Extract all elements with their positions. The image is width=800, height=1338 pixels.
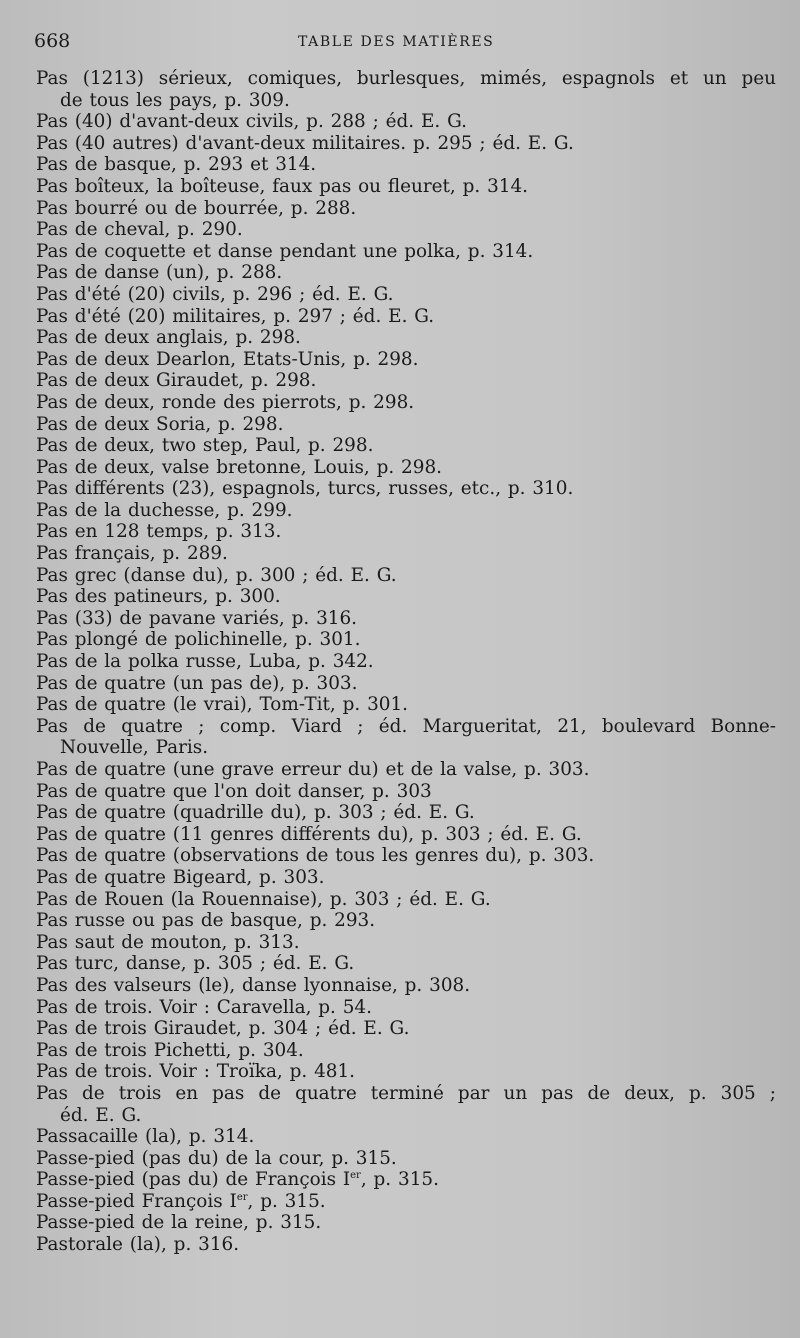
index-entry bbox=[36, 975, 776, 997]
entry-line: Pas de quatre (observations de tous les genres du), p. 303. bbox=[36, 845, 595, 867]
entry-line: Pas de quatre ; comp. Viard ; éd. Margueritat, 21, boulevard Bonne- bbox=[36, 715, 776, 737]
entry-continuation: éd. E. G. bbox=[60, 1104, 142, 1126]
index-entry bbox=[36, 845, 776, 867]
entry-line: Pas de danse (un), p. 288. bbox=[36, 262, 283, 284]
index-entry bbox=[36, 219, 776, 241]
entry-line: Passacaille (la), p. 314. bbox=[36, 1126, 255, 1148]
entry-line: Pas de quatre Bigeard, p. 303. bbox=[36, 866, 325, 888]
entry-line: Pas de trois Giraudet, p. 304 ; éd. E. G. bbox=[36, 1018, 410, 1040]
index-entry bbox=[36, 392, 776, 414]
entry-line: Pas différents (23), espagnols, turcs, russes, etc., p. 310. bbox=[36, 478, 574, 500]
index-entry bbox=[36, 910, 776, 932]
index-entry bbox=[36, 716, 776, 759]
index-entry bbox=[36, 1126, 776, 1148]
entry-line: Pas de deux, valse bretonne, Louis, p. 298. bbox=[36, 456, 442, 478]
index-entry bbox=[36, 1061, 776, 1083]
index-entry bbox=[36, 673, 776, 695]
entry-line: Pas de trois. Voir : Troïka, p. 481. bbox=[36, 1061, 356, 1083]
index-entry bbox=[36, 1040, 776, 1062]
entry-line: Pas de cheval, p. 290. bbox=[36, 219, 243, 241]
index-entry bbox=[36, 651, 776, 673]
index-entry bbox=[36, 1018, 776, 1040]
index-entry bbox=[36, 1148, 776, 1170]
index-entry bbox=[36, 781, 776, 803]
entry-line: Pas de quatre (un pas de), p. 303. bbox=[36, 672, 358, 694]
entry-line: Pas grec (danse du), p. 300 ; éd. E. G. bbox=[36, 564, 397, 586]
entry-line: Pas de quatre que l'on doit danser, p. 303 bbox=[36, 780, 432, 802]
entry-line: Pas (33) de pavane variés, p. 316. bbox=[36, 607, 358, 629]
entry-line: Passe-pied de la reine, p. 315. bbox=[36, 1212, 322, 1234]
index-entry bbox=[36, 824, 776, 846]
entry-line: Pas (40 autres) d'avant-deux militaires. p. 295 ; éd. E. G. bbox=[36, 132, 574, 154]
page-header bbox=[0, 30, 800, 56]
entry-continuation: Nouvelle, Paris. bbox=[60, 737, 209, 759]
index-entry bbox=[36, 414, 776, 436]
index-entry bbox=[36, 932, 776, 954]
index-entry bbox=[36, 867, 776, 889]
page-number: 668 bbox=[34, 30, 71, 52]
entry-line: Pas (1213) sérieux, comiques, burlesques, mimés, espagnols et un peu bbox=[36, 68, 776, 89]
entry-line: Passe-pied (pas du) de François Ier, p. 315. bbox=[36, 1169, 439, 1191]
index-entry bbox=[36, 133, 776, 155]
index-entry bbox=[36, 953, 776, 975]
index-entry bbox=[36, 198, 776, 220]
index-entry bbox=[36, 586, 776, 608]
index-entry bbox=[36, 68, 776, 111]
index-entry bbox=[36, 521, 776, 543]
index-entry bbox=[36, 997, 776, 1019]
entry-line: Pas de coquette et danse pendant une polka, p. 314. bbox=[36, 240, 534, 262]
index-entry bbox=[36, 349, 776, 371]
index-entry bbox=[36, 457, 776, 479]
index-entry bbox=[36, 241, 776, 263]
index-entry bbox=[36, 565, 776, 587]
entry-line: Pastorale (la), p. 316. bbox=[36, 1234, 240, 1256]
entry-line: Pas d'été (20) civils, p. 296 ; éd. E. G. bbox=[36, 283, 394, 305]
entry-line: Pas boîteux, la boîteuse, faux pas ou fleuret, p. 314. bbox=[36, 175, 529, 197]
index-entry bbox=[36, 111, 776, 133]
entry-line: Pas de deux anglais, p. 298. bbox=[36, 327, 301, 349]
entry-line: Pas de quatre (11 genres différents du), p. 303 ; éd. E. G. bbox=[36, 823, 582, 845]
entry-line: Pas bourré ou de bourrée, p. 288. bbox=[36, 197, 357, 219]
index-entry bbox=[36, 370, 776, 392]
entry-line: Pas en 128 temps, p. 313. bbox=[36, 521, 282, 543]
index-entry bbox=[36, 154, 776, 176]
entry-line: Pas de deux Giraudet, p. 298. bbox=[36, 370, 317, 392]
entry-line: Pas (40) d'avant-deux civils, p. 288 ; éd. E. G. bbox=[36, 111, 467, 133]
entry-line: Pas turc, danse, p. 305 ; éd. E. G. bbox=[36, 953, 355, 975]
index-entry bbox=[36, 1234, 776, 1256]
entry-line: Pas de la duchesse, p. 299. bbox=[36, 499, 293, 521]
index-entry bbox=[36, 889, 776, 911]
index-entry bbox=[36, 284, 776, 306]
entry-line: Pas de quatre (quadrille du), p. 303 ; éd. E. G. bbox=[36, 802, 475, 824]
entry-line: Passe-pied François Ier, p. 315. bbox=[36, 1190, 326, 1212]
index-entry bbox=[36, 1212, 776, 1234]
index-entry bbox=[36, 500, 776, 522]
entry-line: Pas de quatre (une grave erreur du) et de la valse, p. 303. bbox=[36, 759, 590, 780]
entry-line: Pas de deux Dearlon, Etats-Unis, p. 298. bbox=[36, 348, 419, 370]
index-entry bbox=[36, 1083, 776, 1126]
index-entry bbox=[36, 176, 776, 198]
entry-line: Pas des patineurs, p. 300. bbox=[36, 586, 281, 608]
entry-line: Pas saut de mouton, p. 313. bbox=[36, 931, 300, 953]
index-entry bbox=[36, 802, 776, 824]
entry-line: Pas de deux Soria, p. 298. bbox=[36, 413, 284, 435]
entry-line: Pas de deux, ronde des pierrots, p. 298. bbox=[36, 391, 415, 413]
index-entry bbox=[36, 327, 776, 349]
entry-line: Pas de trois. Voir : Caravella, p. 54. bbox=[36, 996, 372, 1018]
index-entry bbox=[36, 435, 776, 457]
entry-line: Pas de la polka russe, Luba, p. 342. bbox=[36, 651, 374, 673]
entry-line: Pas de deux, two step, Paul, p. 298. bbox=[36, 435, 374, 457]
index-entry bbox=[36, 543, 776, 565]
running-title: TABLE DES MATIÈRES bbox=[298, 34, 495, 50]
index-entry bbox=[36, 629, 776, 651]
entry-line: Passe-pied (pas du) de la cour, p. 315. bbox=[36, 1147, 397, 1169]
index-entry bbox=[36, 306, 776, 328]
entry-line: Pas russe ou pas de basque, p. 293. bbox=[36, 910, 376, 932]
entry-line: Pas de trois en pas de quatre terminé par un pas de deux, p. 305 ; bbox=[36, 1082, 776, 1104]
index-entry bbox=[36, 694, 776, 716]
index-entries bbox=[36, 68, 776, 1256]
entry-line: Pas français, p. 289. bbox=[36, 543, 228, 565]
index-entry bbox=[36, 1169, 776, 1191]
entry-line: Pas de trois Pichetti, p. 304. bbox=[36, 1039, 304, 1061]
entry-line: Pas des valseurs (le), danse lyonnaise, p. 308. bbox=[36, 974, 471, 996]
entry-continuation: de tous les pays, p. 309. bbox=[60, 89, 290, 111]
index-entry bbox=[36, 608, 776, 630]
entry-line: Pas plongé de polichinelle, p. 301. bbox=[36, 629, 361, 651]
entry-line: Pas de Rouen (la Rouennaise), p. 303 ; éd. E. G. bbox=[36, 888, 491, 910]
index-entry bbox=[36, 478, 776, 500]
index-entry bbox=[36, 262, 776, 284]
entry-line: Pas de basque, p. 293 et 314. bbox=[36, 154, 317, 176]
index-entry bbox=[36, 759, 776, 781]
index-entry bbox=[36, 1191, 776, 1213]
entry-line: Pas de quatre (le vrai), Tom-Tit, p. 301. bbox=[36, 694, 409, 716]
entry-line: Pas d'été (20) militaires, p. 297 ; éd. E. G. bbox=[36, 305, 435, 327]
